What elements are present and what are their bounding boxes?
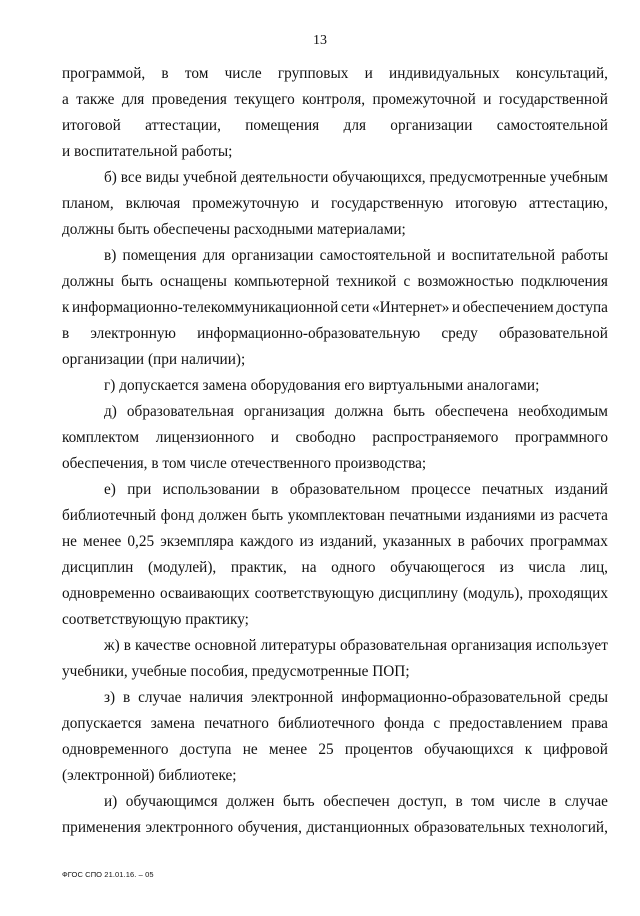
text-word: быть [121, 273, 153, 290]
text-word: обучающегося [390, 559, 485, 576]
text-word: литературы [260, 637, 336, 654]
text-line [62, 529, 608, 555]
text-line [62, 659, 608, 685]
text-word: образовательная [126, 403, 234, 420]
text-word: библиотечный [62, 507, 157, 524]
text-word: обеспечен [323, 793, 390, 810]
text-word: фонда [383, 715, 425, 732]
text-word: для [343, 117, 366, 134]
text-line [62, 217, 608, 243]
text-word: 0,25 [127, 533, 155, 550]
text-word: и [310, 195, 320, 212]
text-line [62, 711, 608, 737]
text-word: и воспитательной работы; [62, 143, 233, 160]
text-word: должны [62, 273, 114, 290]
text-word: в) [104, 247, 117, 264]
text-word: изданий, [319, 533, 377, 550]
text-line [62, 269, 608, 295]
text-word: экземпляра [160, 533, 234, 550]
text-word: организации [231, 247, 314, 264]
text-word: и [437, 247, 446, 264]
text-line [62, 607, 608, 633]
text-word: в [62, 325, 70, 342]
text-word: случае [138, 689, 182, 706]
text-word: обеспечена [435, 403, 509, 420]
text-word: основной [194, 637, 257, 654]
text-line [62, 789, 608, 815]
text-word: из [540, 507, 555, 524]
text-word: е) [104, 481, 116, 498]
text-line [62, 451, 608, 477]
text-word: с [433, 715, 441, 732]
text-word: изданий [554, 481, 608, 498]
text-word: компьютерной [234, 273, 330, 290]
text-word: в [123, 637, 131, 654]
text-word: (модулей), [147, 559, 217, 576]
text-word: в [455, 793, 463, 810]
text-word: том [184, 65, 209, 82]
text-word: права [571, 715, 608, 732]
text-word: образовательная [340, 637, 447, 654]
text-line [62, 139, 608, 165]
text-line [62, 685, 608, 711]
text-word: з) [104, 689, 116, 706]
text-word: предусмотренные [429, 169, 546, 186]
text-line [62, 399, 608, 425]
text-word: качестве [134, 637, 191, 654]
text-word: использует [536, 637, 608, 654]
text-word: библиотечного [278, 715, 375, 732]
text-line [62, 763, 608, 789]
text-word: воспитательной [451, 247, 556, 264]
text-word: свободно [295, 429, 356, 446]
text-line [62, 165, 608, 191]
text-word: печатных [482, 481, 544, 498]
text-word: быть [393, 403, 426, 420]
text-word: и [270, 429, 279, 446]
text-word: соответствующую практику; [62, 611, 249, 628]
text-word: цифровой [543, 741, 608, 758]
text-word: обучения, [237, 819, 302, 836]
text-word: при [127, 481, 152, 498]
text-word: государственной [498, 91, 608, 108]
text-word: одновременного [62, 741, 169, 758]
text-word: фонд [160, 507, 195, 524]
text-word: одного [331, 559, 376, 576]
text-word: необходимым [518, 403, 608, 420]
text-word: информационно-телекоммуникационной [71, 299, 339, 316]
text-line [62, 113, 608, 139]
text-word: технологий, [529, 819, 608, 836]
text-word: распространяемого [372, 429, 499, 446]
text-word: процессе [411, 481, 471, 498]
text-word: одновременно [62, 585, 155, 602]
text-word: техникой [336, 273, 397, 290]
text-word: должен [198, 507, 247, 524]
text-line [62, 191, 608, 217]
text-word: программах [529, 533, 608, 550]
text-word: образовательном [289, 481, 400, 498]
text-word: образовательных [413, 819, 526, 836]
text-word: случае [564, 793, 608, 810]
text-word: программой, [62, 65, 146, 82]
text-word: обеспечения, в том числе отечественного производства; [62, 455, 427, 472]
text-word: также [76, 91, 115, 108]
text-word: каждого [239, 533, 294, 550]
text-line [62, 347, 608, 373]
text-word: соответствующую [254, 585, 375, 602]
text-word: осваивающих [159, 585, 250, 602]
text-line [62, 243, 608, 269]
text-word: групповых [277, 65, 349, 82]
text-word: организации (при наличии); [62, 351, 246, 368]
text-word: информационно-образовательную [197, 325, 421, 342]
text-word: рабочих [470, 533, 524, 550]
text-word: программного [515, 429, 608, 446]
text-word: для [202, 247, 226, 264]
text-word: на [301, 559, 317, 576]
text-word: организация [451, 637, 533, 654]
text-word: подключения [520, 273, 608, 290]
text-word: помещения [245, 117, 320, 134]
text-word: организация [243, 403, 325, 420]
text-word: среды [568, 689, 608, 706]
text-word: учебники, учебные пособия, предусмотренные ПОП; [62, 663, 410, 680]
text-line [62, 581, 608, 607]
text-word: дисциплину [379, 585, 458, 602]
text-word: учебным [549, 169, 608, 186]
text-word: менее [83, 533, 122, 550]
text-word: укомплектован [287, 507, 385, 524]
text-line [62, 503, 608, 529]
text-word: замена [150, 715, 195, 732]
text-word: в [271, 481, 279, 498]
text-word: г) допускается замена оборудования его виртуальными аналогами; [104, 377, 540, 394]
text-word: быть [251, 507, 284, 524]
text-word: практик, [230, 559, 287, 576]
footer-document-code: ФГОС СПО 21.01.16. – 05 [62, 870, 154, 879]
text-word: в [161, 65, 169, 82]
body-text [62, 61, 608, 841]
text-word: числа [528, 559, 566, 576]
text-line [62, 321, 608, 347]
text-word: информационно-образовательной [341, 689, 562, 706]
text-line [62, 87, 608, 113]
text-word: образовательной [498, 325, 608, 342]
text-word: организации [390, 117, 473, 134]
text-word: печатного [204, 715, 269, 732]
text-word: должен [226, 793, 275, 810]
text-line [62, 737, 608, 763]
text-line [62, 295, 608, 321]
text-word: учебной [183, 169, 237, 186]
text-word: не [62, 533, 77, 550]
text-word: контроля, [302, 91, 366, 108]
text-word: включая [125, 195, 181, 212]
text-word: индивидуальных [389, 65, 500, 82]
text-word: менее [268, 741, 308, 758]
text-word: итоговой [62, 117, 121, 134]
text-word: д) [104, 403, 117, 420]
text-line [62, 425, 608, 451]
text-word: 25 [318, 741, 334, 758]
text-word: расчета [558, 507, 608, 524]
text-word: доступа [556, 299, 608, 316]
text-word: ж) [104, 637, 120, 654]
text-word: лиц, [580, 559, 608, 576]
text-word: и) [104, 793, 118, 810]
text-word: допускается [62, 715, 142, 732]
text-line [62, 373, 608, 399]
text-word: обучающихся, [332, 169, 426, 186]
text-word: обучающимся [125, 793, 218, 810]
text-word: к [62, 299, 70, 316]
text-word: лицензионного [155, 429, 255, 446]
text-word: промежуточную [192, 195, 299, 212]
text-line [62, 477, 608, 503]
text-word: и [364, 65, 373, 82]
text-word: электронной [251, 689, 334, 706]
text-word: все [120, 169, 142, 186]
text-word: помещения [122, 247, 197, 264]
text-word: комплектом [62, 429, 140, 446]
text-word: печатными [389, 507, 462, 524]
text-word: дисциплин [62, 559, 134, 576]
text-word: наличия [189, 689, 244, 706]
text-word: и [451, 299, 461, 316]
text-word: консультаций, [515, 65, 608, 82]
text-word: не [242, 741, 258, 758]
text-word: в [123, 689, 131, 706]
text-word: числе [503, 793, 541, 810]
text-word: указанных [382, 533, 452, 550]
text-word: (модуль), [462, 585, 524, 602]
text-word: из [299, 533, 314, 550]
text-word: планом, [62, 195, 114, 212]
text-word: промежуточной [372, 91, 476, 108]
text-word: среду [441, 325, 478, 342]
text-word: и [483, 91, 492, 108]
text-word: процентов [344, 741, 413, 758]
text-word: оснащены [160, 273, 227, 290]
text-word: самостоятельной [496, 117, 608, 134]
text-word: изданиями [465, 507, 536, 524]
text-word: проведения [151, 91, 227, 108]
text-word: должна [334, 403, 384, 420]
text-word: для [121, 91, 145, 108]
text-word: итоговую [455, 195, 517, 212]
text-word: использовании [162, 481, 260, 498]
text-word: к [524, 741, 533, 758]
text-line [62, 815, 608, 841]
text-word: в [548, 793, 557, 810]
text-word: в [457, 533, 465, 550]
text-word: быть [282, 793, 315, 810]
page-number: 13 [313, 33, 327, 48]
text-word: «Интернет» [372, 299, 450, 316]
text-word: дистанционных [306, 819, 410, 836]
text-word: доступ, [398, 793, 447, 810]
text-line [62, 555, 608, 581]
text-word: обеспечением [462, 299, 554, 316]
text-line [62, 61, 608, 87]
text-word: применения [62, 819, 141, 836]
text-word: аттестацию, [528, 195, 608, 212]
text-word: обучающихся [424, 741, 514, 758]
text-word: проходящих [528, 585, 608, 602]
text-word: сети [340, 299, 370, 316]
text-word: предоставлением [449, 715, 563, 732]
text-word: из [499, 559, 514, 576]
text-word: а [62, 91, 69, 108]
text-line [62, 633, 608, 659]
text-word: государственную [331, 195, 444, 212]
text-word: аттестации, [145, 117, 221, 134]
text-word: числе [224, 65, 262, 82]
text-word: работы [561, 247, 608, 264]
text-word: б) [104, 169, 117, 186]
text-word: (электронной) библиотеке; [62, 767, 237, 784]
text-word: электронного [145, 819, 234, 836]
text-word: деятельности [240, 169, 329, 186]
text-word: электронную [90, 325, 176, 342]
text-word: должны быть обеспечены расходными материалами; [62, 221, 406, 238]
text-word: том [471, 793, 495, 810]
text-word: виды [145, 169, 180, 186]
text-word: текущего [234, 91, 295, 108]
text-word: самостоятельной [319, 247, 431, 264]
text-word: с [403, 273, 411, 290]
text-word: доступа [179, 741, 232, 758]
text-word: возможностью [417, 273, 514, 290]
